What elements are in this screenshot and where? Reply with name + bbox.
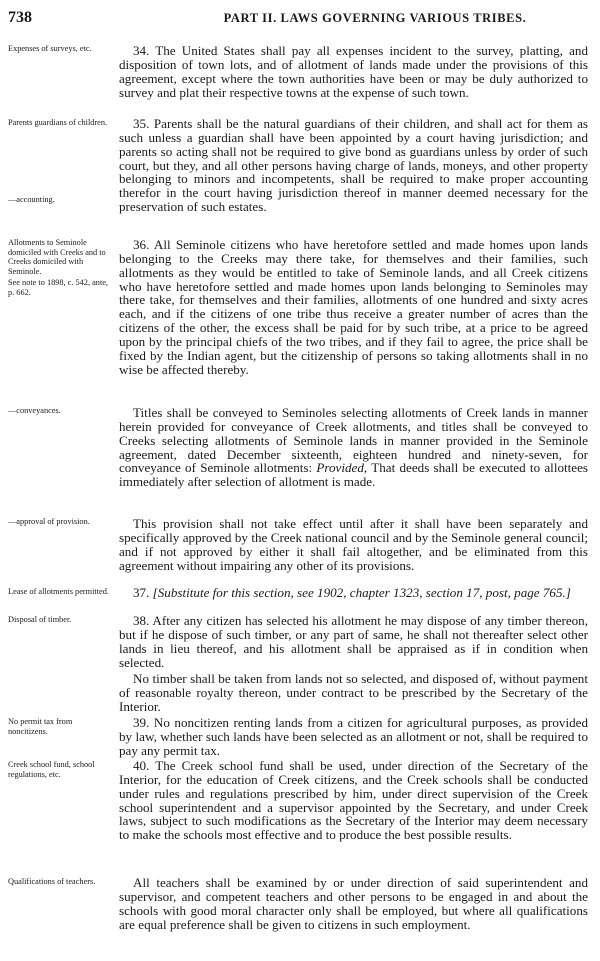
margin-note: No permit tax from noncitizens. (8, 717, 73, 736)
margin-note: Qualifications of teachers. (8, 877, 96, 886)
section-text: 39. No noncitizen renting lands from a citizen for agricultural purposes, as provided by law, whether such lands have been selected as an allotment or not, shall be required to pay any permit tax. (119, 715, 588, 758)
margin-note: —conveyances. (8, 406, 61, 415)
margin-note: Lease of allotments permitted. (8, 587, 109, 596)
margin-note: Creek school fund, school regulations, etc. (8, 760, 95, 779)
page-number: 738 (8, 9, 32, 26)
section-text: Titles shall be conveyed to Seminoles selecting allotments of Creek lands in manner herein provided for conveyance of Creek allotments, and titles shall be conveyed to Creeks selecting allotments of Seminole lands in manner provided in the Seminole agreement, dated December sixteenth, eighteen hundred and ninety-seven, for conveyance of Seminole allotments: Provided, That deeds shall be executed to allottees immediately after selection of allotment is made. (119, 405, 588, 490)
margin-note: Expenses of surveys, etc. (8, 44, 92, 53)
section-text: 37. [Substitute for this section, see 1902, chapter 1323, section 17, post, page 765.] (133, 585, 571, 600)
section-text: 38. After any citizen has selected his allotment he may dispose of any timber thereon, but if he dispose of such timber, or any part of same, he shall not thereafter select other lands in lieu thereof, and his allotment shall be appraised as if in condition when selected. (119, 613, 588, 670)
section-text: No timber shall be taken from lands not so selected, and disposed of, without payment of reasonable royalty thereon, under contract to be prescribed by the Secretary of the Interior. (119, 671, 588, 714)
section-text: All teachers shall be examined by or under direction of said superintendent and supervisor, and competent teachers and other persons to be engaged in and about the schools with good moral character only shall be employed, but where all qualifications are equal preference shall be given to citizens in such employment. (119, 875, 588, 932)
section-text: This provision shall not take effect until after it shall have been separately and specifically approved by the Creek national council and by the Seminole general council; and if not approved by either it shall fail altogether, and be eliminated from this agreement without impairing any other of its provisions. (119, 516, 588, 573)
margin-note: —approval of provision. (8, 517, 90, 526)
margin-note: Parents guardians of children. (8, 118, 108, 127)
page-header (8, 9, 592, 29)
section-text: 40. The Creek school fund shall be used, under direction of the Secretary of the Interior, for the education of Creek citizens, and the Creek schools shall be conducted under rules and regulations prescribed by him, under direct supervision of the Creek school superintendent and a supervisor appointed by the Secretary, and under Creek laws, subject to such modifications as the Secretary of the Interior may deem necessary to make the schools most effective and to produce the best possible results. (119, 758, 588, 843)
section-text: 35. Parents shall be the natural guardians of their children, and shall act for them as such unless a guardian shall have been appointed by a court having jurisdiction; and parents so acting shall not be required to give bond as guardians unless by order of such court, but they, and all other persons having charge of lands, moneys, and other property belonging to minors and incompetents, shall be required to make proper accounting therefor in the court having jurisdiction thereof in manner deemed necessary for the preservation of such estates. (119, 116, 588, 215)
margin-note: Disposal of timber. (8, 615, 72, 624)
margin-note-accounting: —accounting. (8, 195, 55, 204)
section-text: 36. All Seminole citizens who have heretofore settled and made homes upon lands belonging to the Creeks may there take, for themselves and their families, such allotments as they would be entitled to take of Seminole lands, and all Creek citizens who have heretofore settled and made homes upon lands belonging to Seminoles may there take, for themselves and their families, allotments of one hundred and sixty acres each, and if the citizens of one tribe thus receive a greater number of acres than the citizens of the other, the excess shall be paid for by such tribe, at a price to be agreed upon by the principal chiefs of the two tribes, and if they fail to agree, the price shall be fixed by the Indian agent, but the citizenship of persons so taking allotments shall in no wise be affected thereby. (119, 237, 588, 377)
running-head: PART II. LAWS GOVERNING VARIOUS TRIBES. (223, 11, 527, 25)
margin-note: Allotments to Seminole domiciled with Creeks and to Creeks domiciled with Seminole. See note to 1898, c. 542, ante, p. 662. (8, 238, 109, 297)
section-text: 34. The United States shall pay all expenses incident to the survey, platting, and disposition of town lots, and of allotment of lands made under the provisions of this agreement, except where the town authorities have been or may be duly authorized to survey and plat their respective towns at the expense of such town. (119, 43, 588, 100)
